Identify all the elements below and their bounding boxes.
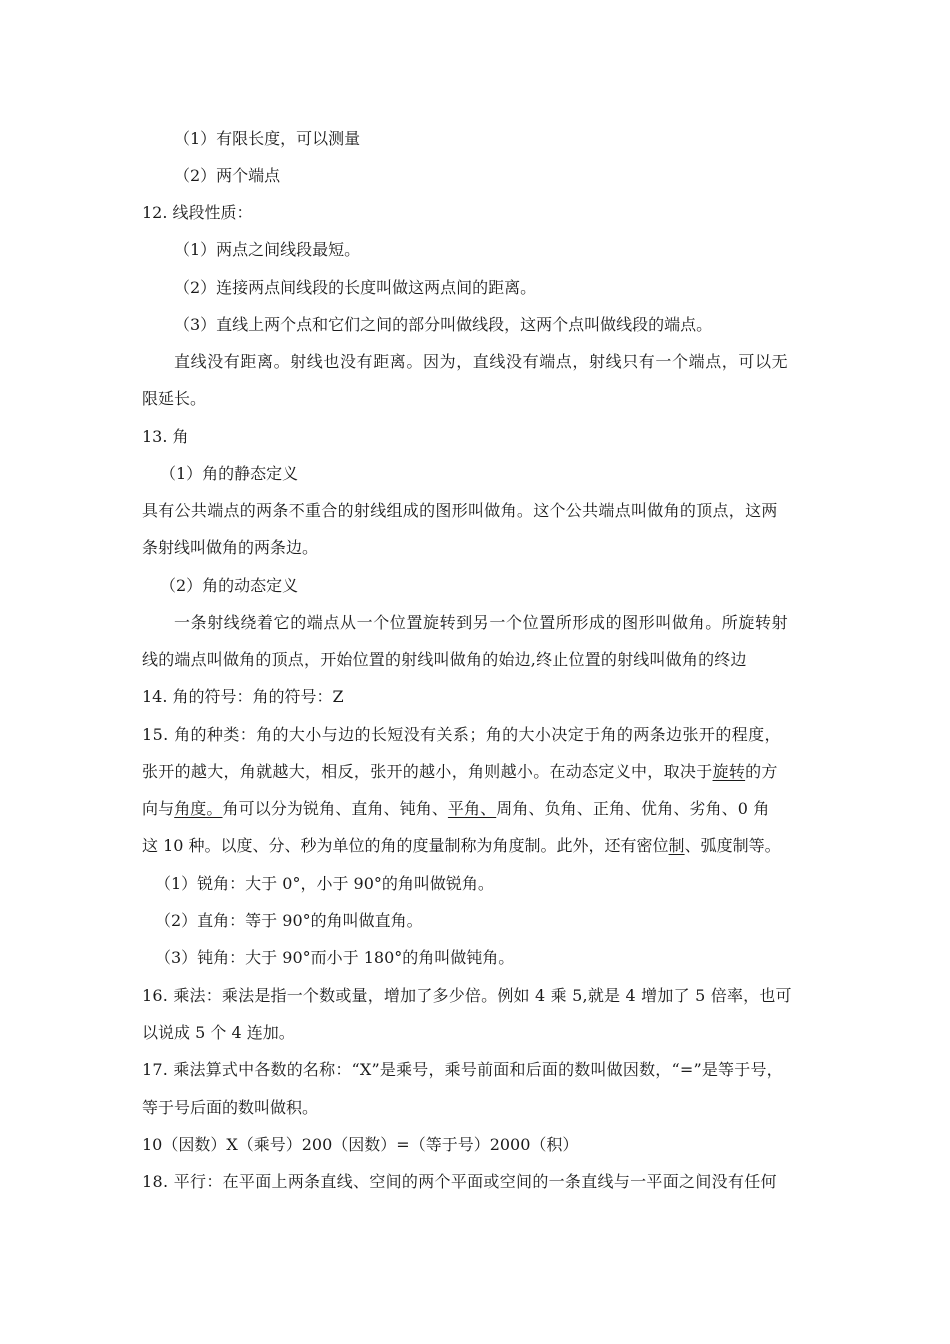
underlined-term: 制 [668,836,685,855]
text-line [142,761,778,783]
text-line: （2）直角：等于 90°的角叫做直角。 [155,911,423,930]
text-line [142,798,769,820]
text-line: 一条射线绕着它的端点从一个位置旋转到另一个位置所形成的图形叫做角。所旋转射 [174,613,789,632]
text-line: （3）钝角：大于 90°而小于 180°的角叫做钝角。 [155,948,515,967]
text-line: （2）连接两点间线段的长度叫做这两点间的距离。 [174,278,537,297]
section-heading: 18. 平行：在平面上两条直线、空间的两个平面或空间的一条直线与一平面之间没有任何 [142,1172,777,1191]
text-line: （2）角的动态定义 [160,576,299,595]
section-heading: 14. 角的符号：角的符号：Z [142,687,344,706]
section-heading: 12. 线段性质： [142,203,253,222]
text-line: （1）有限长度，可以测量 [174,129,361,148]
text-line: 条射线叫做角的两条边。 [142,538,319,557]
text-span: 的方 [745,762,778,781]
text-line: 直线没有距离。射线也没有距离。因为，直线没有端点，射线只有一个端点，可以无 [174,352,789,371]
text-line: （1）角的静态定义 [160,464,299,483]
text-line: （1）两点之间线段最短。 [174,240,361,259]
text-span: 这 10 种。以度、分、秒为单位的角的度量制称为角度制。此外，还有密位 [142,836,669,855]
section-heading: 15. 角的种类：角的大小与边的长短没有关系；角的大小决定于角的两条边张开的程度， [142,725,781,744]
text-line [142,835,781,857]
underlined-term: 角度。 [174,799,223,818]
text-line: （3）直线上两个点和它们之间的部分叫做线段，这两个点叫做线段的端点。 [174,315,713,334]
section-heading: 17. 乘法算式中各数的名称：“X”是乘号，乘号前面和后面的数叫做因数，“=”是等于号， [142,1060,783,1079]
text-line: 等于号后面的数叫做积。 [142,1098,319,1117]
text-line: （2）两个端点 [174,166,281,185]
text-span: 、弧度制等。 [684,836,781,855]
text-span: 角可以分为锐角、直角、钝角、 [222,799,448,818]
text-line: （1）锐角：大于 0°，小于 90°的角叫做锐角。 [155,874,494,893]
section-heading: 13. 角 [142,427,189,446]
text-span: 向与 [142,799,175,818]
text-span: 周角、负角、正角、优角、劣角、0 角 [496,799,770,818]
text-span: 张开的越大，角就越大，相反，张开的越小，角则越小。在动态定义中，取决于 [142,762,713,781]
text-line: 具有公共端点的两条不重合的射线组成的图形叫做角。这个公共端点叫做角的顶点，这两 [142,501,778,520]
text-line: 10（因数）X（乘号）200（因数）=（等于号）2000（积） [142,1135,579,1154]
section-heading: 16. 乘法：乘法是指一个数或量，增加了多少倍。例如 4 乘 5,就是 4 增加了 5 倍率，也可 [142,986,792,1005]
underlined-term: 旋转 [712,762,746,781]
text-line: 线的端点叫做角的顶点，开始位置的射线叫做角的始边,终止位置的射线叫做角的终边 [142,650,747,669]
underlined-term: 平角、 [447,799,497,818]
text-line: 以说成 5 个 4 连加。 [142,1023,295,1042]
text-line: 限延长。 [142,389,207,408]
